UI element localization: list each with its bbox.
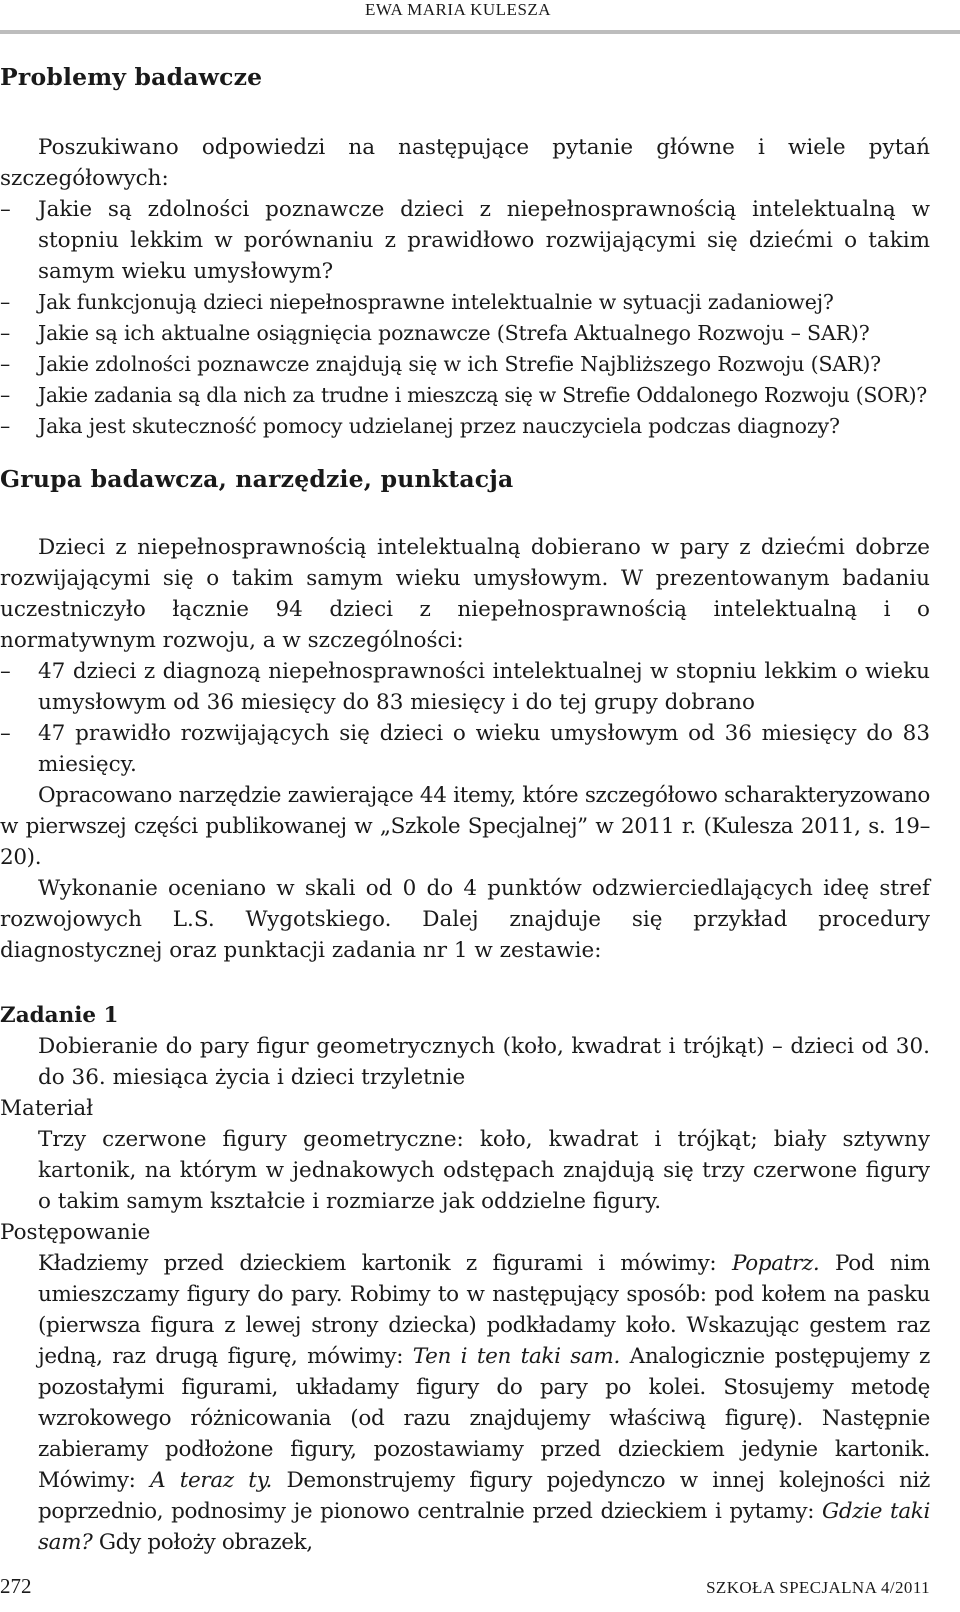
page-number: 272 [0,1574,32,1598]
list-item: – Jakie zdolności poznawcze znajdują się w ich Strefie Najbliższego Rozwoju (SAR)? [0,349,930,380]
list-item: – 47 prawidło rozwijających się dzieci o wieku umysłowym od 36 miesięcy do 83 miesięcy. [0,718,930,780]
list-item: – Jakie są ich aktualne osiągnięcia poznawcze (Strefa Aktualnego Rozwoju – SAR)? [0,318,930,349]
research-questions-list [0,194,930,442]
list-item: – Jakie są zdolności poznawcze dzieci z niepełnosprawnością intelektualną w stopniu lekkim w porównaniu z prawidłowo rozwijającymi się dziećmi o takim samym wieku umysłowym? [0,194,930,287]
material-label: Materiał [0,1096,94,1121]
page-body [0,60,930,1558]
scoring-paragraph: Wykonanie oceniano w skali od 0 do 4 punktów odzwierciedlających ideę stref rozwojowych L.S. Wygotskiego. Dalej znajduje się przykład procedury diagnostycznej oraz punktacji zadania nr 1 w zestawie: [0,876,930,963]
procedure-text [0,1248,930,1558]
list-item: – Jaka jest skuteczność pomocy udzielanej przez nauczyciela podczas diagnozy? [0,411,930,442]
page-header [0,0,960,36]
procedure-quote: Gdzie taki sam? [38,1499,931,1555]
procedure-text-part: Gdy położy obrazek, [92,1530,313,1555]
page-footer [0,1566,930,1606]
procedure-text-part: Demonstrujemy figury pojedynczo w innej kolejności niż poprzednio, podnosimy je pionowo centralnie przed dzieckiem i pytamy: [38,1468,930,1524]
procedure-label: Postępowanie [0,1220,151,1245]
procedure-text-part: Analogicznie postępujemy z pozostałymi figurami, układamy figury do pary po kolei. Stosujemy metodę wzrokowego różnicowania (od razu znajdujemy właściwą figurę). Następnie zabieramy podłożone figury, pozostawiamy przed dzieckiem jedynie kartonik. Mówimy: [38,1344,931,1493]
procedure-text-part: Pod nim umieszczamy figury do pary. Robimy to w następujący sposób: pod kołem na pasku (pierwsza figura z lewej strony dziecka) podkładamy koło. Wskazując gestem raz jedną, raz drugą figurę, mówimy: [38,1251,930,1369]
header-rule [0,30,960,34]
tool-paragraph: Opracowano narzędzie zawierające 44 itemy, które szczegółowo scharakteryzowano w pierwszej części publikowanej w „Szkole Specjalnej” w 2011 r. (Kulesza 2011, s. 19–20). [0,783,930,870]
procedure-quote: Popatrz. [731,1251,820,1276]
material-text: Trzy czerwone figury geometryczne: koło, kwadrat i trójkąt; biały sztywny kartonik, na którym w jednakowych odstępach znajdują się trzy czerwone figury o takim samym kształcie i rozmiarze jak oddzielne figury. [38,1127,930,1214]
list-item: – 47 dzieci z diagnozą niepełnosprawności intelektualnej w stopniu lekkim o wieku umysłowym od 36 miesięcy do 83 miesięcy i do tej grupy dobrano [0,656,930,718]
list-item: – Jakie zadania są dla nich za trudne i mieszczą się w Strefie Oddalonego Rozwoju (SOR)? [0,380,930,411]
procedure-quote: A teraz ty. [150,1468,273,1493]
journal-name: SZKOŁA SPECJALNA 4/2011 [706,1578,930,1597]
research-intro-paragraph: Poszukiwano odpowiedzi na następujące pytanie główne i wiele pytań szczegółowych: [0,135,930,191]
section-heading-research-problems: Problemy badawcze [0,63,263,91]
procedure-quote: Ten i ten taki sam. [412,1344,620,1369]
procedure-text-part: Kładziemy przed dzieckiem kartonik z figurami i mówimy: [38,1251,732,1276]
groups-list [0,656,930,780]
running-head-author: EWA MARIA KULESZA [365,0,552,19]
section-heading-research-group: Grupa badawcza, narzędzie, punktacja [0,465,514,493]
research-group-paragraph: Dzieci z niepełnosprawnością intelektualną dobierano w pary z dziećmi dobrze rozwijającymi się o takim samym wieku umysłowym. W prezentowanym badaniu uczestniczyło łącznie 94 dzieci z niepełnosprawnością intelektualną i o normatywnym rozwoju, a w szczególności: [0,535,930,653]
task-description: Dobieranie do pary figur geometrycznych (koło, kwadrat i trójkąt) – dzieci od 30. do 36. miesiąca życia i dzieci trzyletnie [38,1034,930,1090]
list-item: – Jak funkcjonują dzieci niepełnosprawne intelektualnie w sytuacji zadaniowej? [0,287,930,318]
task-title: Zadanie 1 [0,1003,119,1028]
